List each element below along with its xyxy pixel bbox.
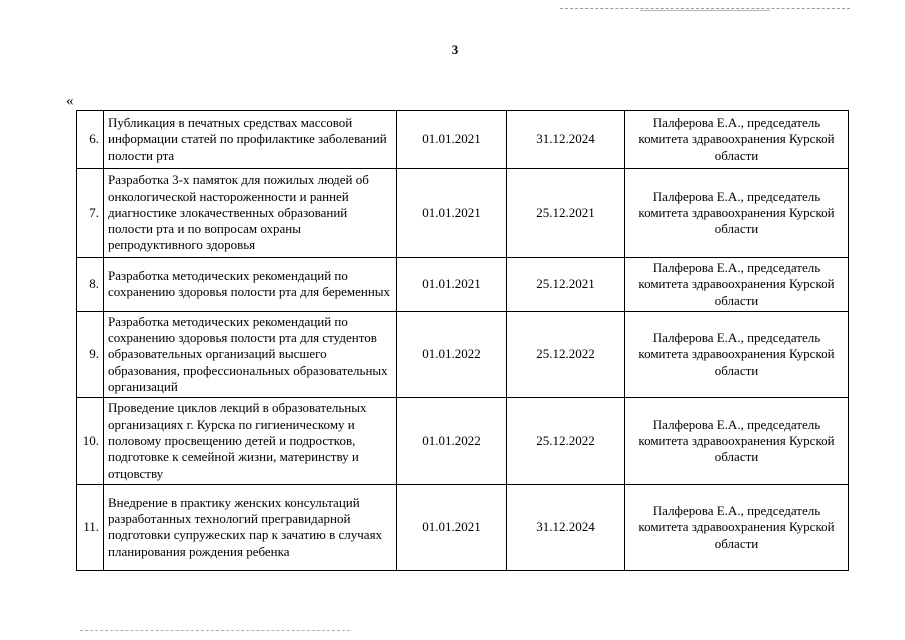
responsible-person: Палферова Е.А., председатель комитета здравоохранения Курской области [625, 311, 849, 397]
table-row [77, 258, 849, 312]
responsible-person: Палферова Е.А., председатель комитета здравоохранения Курской области [625, 169, 849, 258]
responsible-person: Палферова Е.А., председатель комитета здравоохранения Курской области [625, 484, 849, 570]
page-number: 3 [451, 42, 459, 57]
table-row [77, 311, 849, 397]
start-date: 01.01.2022 [397, 311, 507, 397]
start-date: 01.01.2021 [397, 484, 507, 570]
activity-description: Разработка методических рекомендаций по сохранению здоровья полости рта для беременных [104, 258, 397, 312]
responsible-person: Палферова Е.А., председатель комитета здравоохранения Курской области [625, 111, 849, 169]
scan-artifact-top [560, 8, 850, 9]
start-date: 01.01.2021 [397, 258, 507, 312]
row-number: 8. [77, 258, 104, 312]
row-number: 11. [77, 484, 104, 570]
table-row [77, 169, 849, 258]
table-row [77, 111, 849, 169]
activity-plan-table [76, 110, 849, 571]
table-row [77, 484, 849, 570]
activity-description: Проведение циклов лекций в образовательных организациях г. Курска по гигиеническому и половому просвещению детей и подростков, подготовке к семейной жизни, материнству и отцовству [104, 398, 397, 484]
activity-description: Внедрение в практику женских консультаций разработанных технологий прегравидарной подготовки супружеских пар к зачатию в случаях планирования рождения ребенка [104, 484, 397, 570]
end-date: 25.12.2022 [507, 311, 625, 397]
end-date: 31.12.2024 [507, 484, 625, 570]
responsible-person: Палферова Е.А., председатель комитета здравоохранения Курской области [625, 258, 849, 312]
row-number: 6. [77, 111, 104, 169]
end-date: 25.12.2022 [507, 398, 625, 484]
activity-description: Разработка 3-х памяток для пожилых людей об онкологической настороженности и ранней диагностике злокачественных образований полости рта и по вопросам охраны репродуктивного здоровья [104, 169, 397, 258]
start-date: 01.01.2022 [397, 398, 507, 484]
scan-artifact-bottom [80, 630, 350, 631]
end-date: 25.12.2021 [507, 169, 625, 258]
activity-description: Публикация в печатных средствах массовой информации статей по профилактике заболеваний полости рта [104, 111, 397, 169]
row-number: 9. [77, 311, 104, 397]
table-row [77, 398, 849, 484]
end-date: 25.12.2021 [507, 258, 625, 312]
activity-description: Разработка методических рекомендаций по сохранению здоровья полости рта для студентов образовательных организаций высшего образования, профессиональных образовательных организаций [104, 311, 397, 397]
start-date: 01.01.2021 [397, 111, 507, 169]
opening-quote-mark: « [66, 93, 74, 109]
scan-artifact-top-2 [640, 10, 770, 11]
start-date: 01.01.2021 [397, 169, 507, 258]
row-number: 7. [77, 169, 104, 258]
responsible-person: Палферова Е.А., председатель комитета здравоохранения Курской области [625, 398, 849, 484]
row-number: 10. [77, 398, 104, 484]
end-date: 31.12.2024 [507, 111, 625, 169]
